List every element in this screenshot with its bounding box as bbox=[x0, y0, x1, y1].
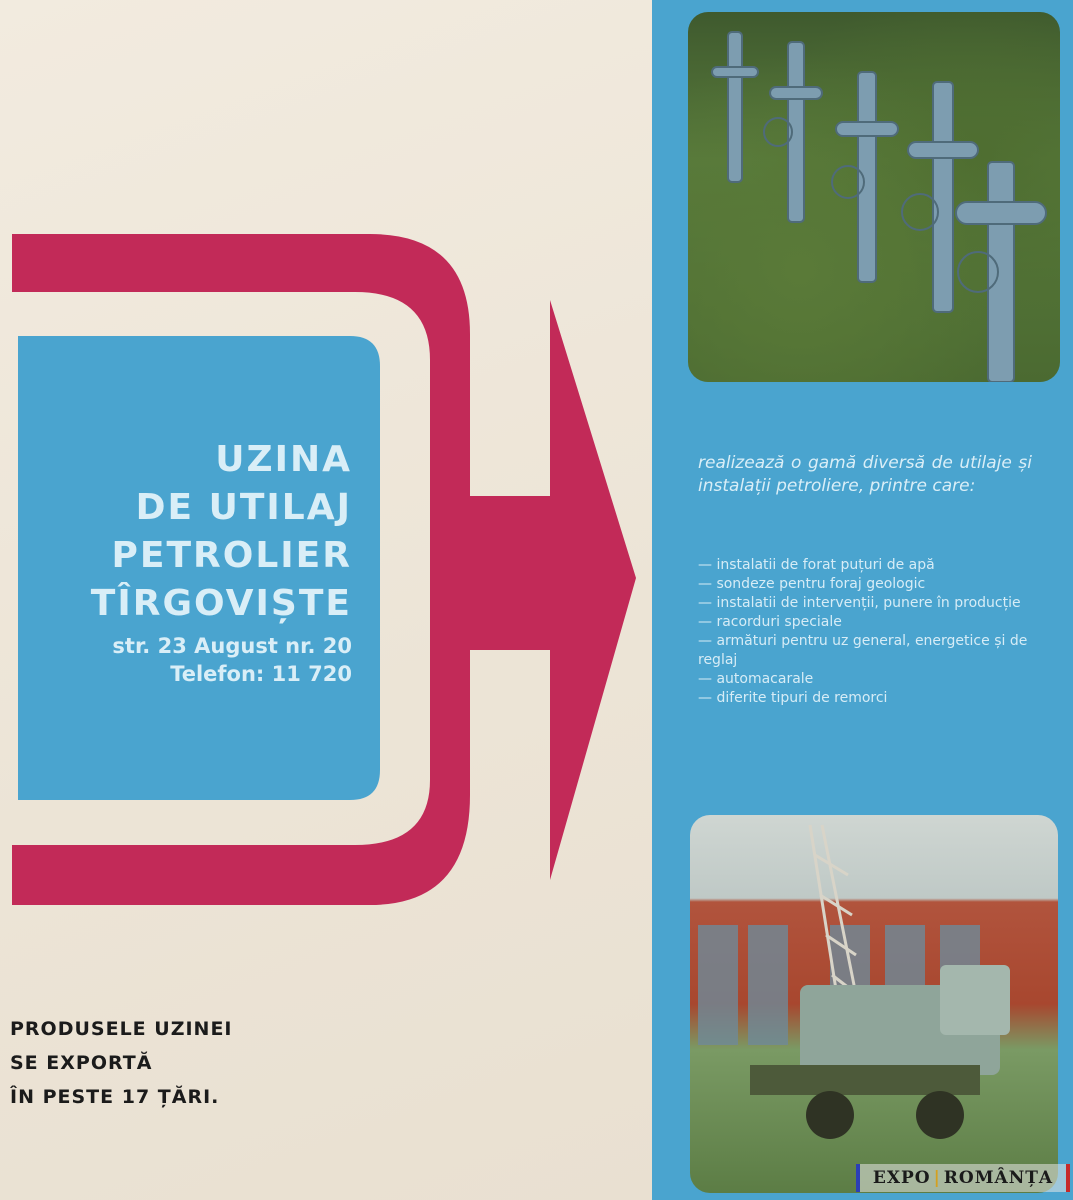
truck-crane-photo bbox=[690, 815, 1058, 1193]
company-address: str. 23 August nr. 20 bbox=[112, 634, 352, 658]
watermark-part2: ROMÂNȚA bbox=[943, 1168, 1054, 1188]
company-name-line2: DE UTILAJ bbox=[135, 487, 352, 528]
company-phone: Telefon: 11 720 bbox=[170, 662, 352, 686]
list-item: — automacarale bbox=[698, 671, 814, 687]
company-name-line1: UZINA bbox=[215, 439, 352, 480]
list-item: — diferite tipuri de remorci bbox=[698, 690, 888, 706]
company-block bbox=[20, 436, 352, 688]
wellhead-valves-photo bbox=[688, 12, 1060, 382]
watermark-part1: EXPO bbox=[872, 1168, 931, 1188]
list-item: — racorduri speciale bbox=[698, 614, 842, 630]
export-line3: ÎN PESTE 17 ȚĂRI. bbox=[10, 1086, 220, 1108]
valve-illustration bbox=[688, 12, 1060, 382]
products-intro: realizează o gamă diversă de utilaje și instalații petroliere, printre care: bbox=[698, 453, 1032, 496]
watermark-separator: | bbox=[933, 1168, 941, 1188]
export-statement bbox=[10, 1012, 330, 1114]
watermark-logo bbox=[856, 1164, 1070, 1192]
list-item: — sondeze pentru foraj geologic bbox=[698, 576, 926, 592]
export-line2: SE EXPORTĂ bbox=[10, 1052, 153, 1074]
list-item: — instalatii de forat puțuri de apă bbox=[698, 557, 935, 573]
company-name-line3: PETROLIER bbox=[111, 535, 352, 576]
list-item: — armături pentru uz general, energetice și de reglaj bbox=[698, 633, 1028, 668]
export-line1: PRODUSELE UZINEI bbox=[10, 1018, 233, 1040]
crane-illustration bbox=[690, 815, 1058, 1193]
list-item: — instalatii de intervenții, punere în producție bbox=[698, 595, 1021, 611]
company-name-line4: TÎRGOVIȘTE bbox=[90, 583, 352, 624]
products-list bbox=[698, 556, 1032, 708]
